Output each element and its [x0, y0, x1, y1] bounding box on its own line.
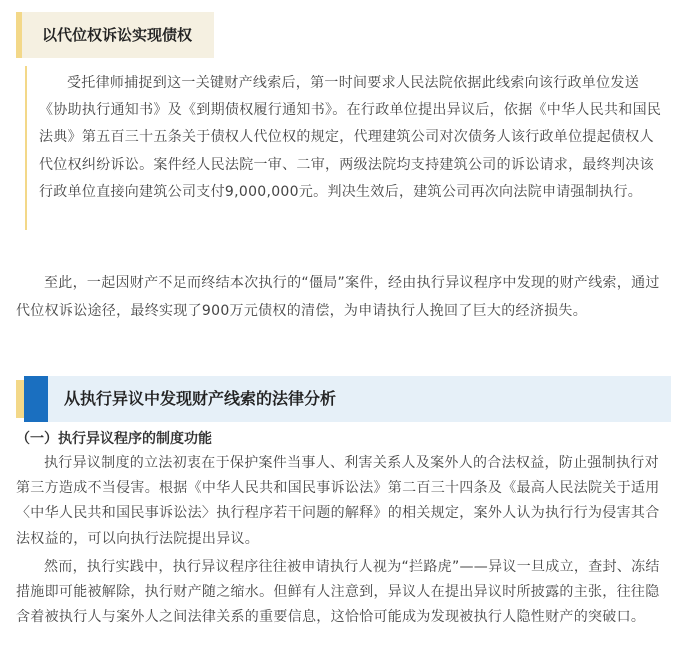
body-paragraph-2: 然而，执行实践中，执行异议程序往往被申请执行人视为“拦路虎”——异议一旦成立，查封、冻结措施即可能被解除，执行财产随之缩水。但鲜有人注意到，异议人在提出异议时所披露的主张，往往隐含着被执行人与案外人之间法律关系的重要信息，这恰恰可能成为发现被执行人隐性财产的突破口。 — [16, 559, 660, 626]
section-heading-text: 以代位权诉讼实现债权 — [42, 26, 193, 44]
section-heading-legal-analysis — [16, 376, 671, 422]
heading-accent-bar — [16, 12, 22, 58]
body-paragraph-1: 执行异议制度的立法初衷在于保护案件当事人、利害关系人及案外人的合法权益，防止强制执行对第三方造成不当侵害。根据《中华人民共和国民事诉讼法》第二百三十四条及《最高人民法院关于适用〈中华人民共和国民事诉讼法〉执行程序若干问题的解释》的相关规定，案外人认为执行行为侵害其合法权益的，可以向执行法院提出异议。 — [16, 455, 660, 547]
section-heading-subrogation — [16, 12, 214, 58]
quote-block — [25, 66, 662, 230]
section-heading-text: 从执行异议中发现财产线索的法律分析 — [64, 389, 337, 408]
quote-paragraph: 受托律师捕捉到这一关键财产线索后，第一时间要求人民法院依据此线索向该行政单位发送《协助执行通知书》及《到期债权履行通知书》。在行政单位提出异议后，依据《中华人民共和国民法典》第五百三十五条关于债权人代位权的规定，代理建筑公司对次债务人该行政单位提起债权人代位权纠纷诉讼。案件经人民法院一审、二审，两级法院均支持建筑公司的诉讼请求，最终判决该行政单位直接向建筑公司支付9,000,000元。判决生效后，建筑公司再次向法院申请强制执行。 — [39, 75, 662, 200]
heading-decor-square-blue — [24, 376, 48, 422]
subheading: （一）执行异议程序的制度功能 — [16, 431, 212, 447]
conclusion-paragraph: 至此，一起因财产不足而终结本次执行的“僵局”案件，经由执行异议程序中发现的财产线索，通过代位权诉讼途径，最终实现了900万元债权的清偿，为申请执行人挽回了巨大的经济损失。 — [16, 275, 660, 319]
